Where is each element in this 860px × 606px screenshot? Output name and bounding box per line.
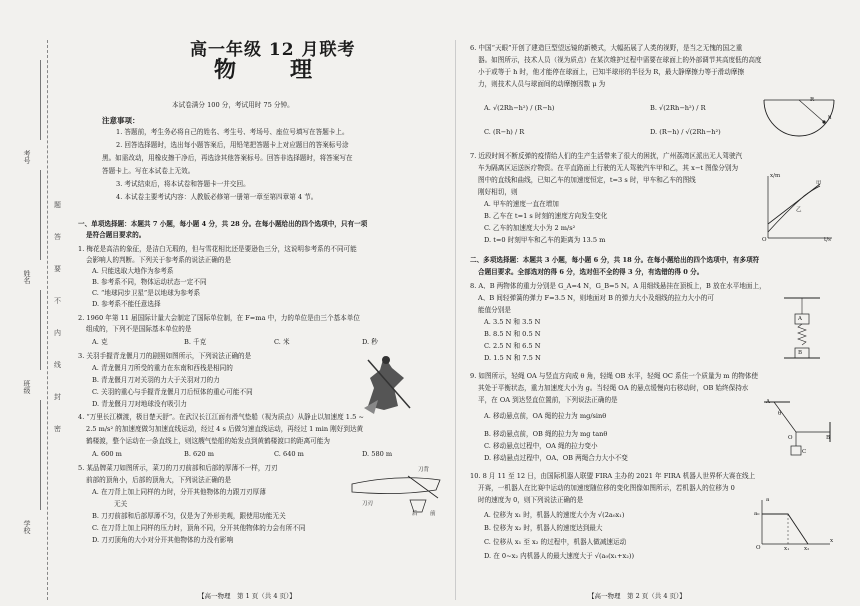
q10-option-b: B. 位移为 x₂ 时，机器人的速度达到最大 — [484, 524, 603, 532]
q6-stem-4: 力，则技术人员与球面间的动摩擦因数 μ 为 — [478, 80, 606, 88]
section1-heading-2: 是符合题目要求的。 — [86, 231, 146, 239]
rope-label-a: A — [766, 399, 770, 405]
q6-stem-3: 小于或等于 h 时，他才能停在球面上，已知半球形的半径为 R，最大静摩擦力等于滑动摩擦 — [478, 68, 745, 76]
seal-char: 内 — [54, 329, 61, 337]
q9-stem: 9. 如图所示，轻绳 OA 与竖直方向成 θ 角，轻绳 OB 水平，轻绳 OC 系住一个质量为 m 的物体使 — [470, 372, 759, 380]
knife-label-rear: 后 — [412, 511, 418, 517]
q6-stem-2: 器。如图所示，技术人员（视为质点）在某次维护过程中需要在球面上的外部调节其高度低的高度 — [478, 56, 762, 64]
xt-origin-label: O — [762, 237, 767, 243]
q3-stem: 3. 关羽手握青龙偃月刀的剧照如图所示，下列说法正确的是 — [78, 352, 252, 360]
q10-stem-3: 时的速度为 0，则下列说法正确的是 — [478, 496, 584, 504]
q4-stem: 4. “万里长江横渡，极目楚天舒”。在武汉长江江面有滑气垫船（视为质点）从静止以加速度 1.5 ~ — [78, 413, 364, 421]
q2-option-c: C. 米 — [274, 338, 290, 346]
ax-a0-label: a₀ — [754, 511, 760, 517]
note-line: 4. 本试卷主要考试内容：人教版必修第一册第一章至第四章第 4 节。 — [116, 193, 318, 201]
page-divider — [455, 40, 456, 600]
q3-option-b: B. 青龙偃月刀对关羽的力大于关羽对刀的力 — [92, 376, 220, 384]
q9-option-d: D. 移动悬点过程中，OA、OB 两绳合力大小不变 — [484, 454, 628, 462]
exam-number-label: 考号 — [23, 150, 31, 164]
note-line: 3. 考试结束后，将本试卷和答题卡一并交回。 — [116, 180, 250, 188]
note-line: 2. 回答选择题时，选出每小题答案后，用铅笔把答题卡上对应题目的答案标号涂 — [116, 141, 349, 149]
q1-stem-2: 会影响人的判断。下列关于参考系的说法正确的是 — [86, 256, 232, 264]
q5-option-b: B. 刀刃前部和后部厚薄不匀，仅是为了外形美观，跟使用功能无关 — [92, 512, 286, 520]
q8-option-a: A. 3.5 N 和 3.5 N — [484, 318, 541, 326]
name-label: 姓名 — [23, 270, 31, 284]
hemisphere-label-r: R — [810, 97, 815, 103]
intro-text: 本试卷满分 100 分，考试用时 75 分钟。 — [172, 101, 294, 109]
notes-heading: 注意事项： — [102, 116, 140, 125]
q7-stem-4: 刚好相切，则 — [478, 188, 518, 196]
school-line — [40, 400, 42, 510]
q7-option-c: C. 乙车的加速度大小为 2 m/s² — [484, 224, 576, 232]
note-line: 1. 答题前，考生务必将自己的姓名、考生号、考场号、座位号填写在答题卡上。 — [116, 128, 349, 136]
q6-option-b: B. √(2Rh−h²) / R — [650, 104, 706, 112]
q6-stem: 6. 中国“天眼”开创了建造巨型望远镜的新模式，大幅拓展了人类的视野，是当之无愧的国之重 — [470, 44, 743, 52]
q5-option-a: A. 在刀背上加上同样的力时，分开其他物体的力跟刀刃厚薄 — [92, 488, 266, 496]
q1-stem: 1. 梅花是高洁的象征，是洁白无瑕的，但与雪花相比还是要逊色三分，这说明参考系的不同可能 — [78, 245, 357, 253]
q1-option-d: D. 参考系不能任意选择 — [92, 300, 161, 308]
footer-right: 【高一物理 第 2 页（共 4 页）】 — [588, 592, 686, 600]
xt-jia-label: 甲 — [816, 181, 822, 187]
seal-char: 密 — [54, 425, 61, 433]
seal-char: 答 — [54, 233, 61, 241]
knife-label-edge: 刀刃 — [362, 501, 374, 507]
q4-stem-2: 2.5 m/s² 的加速度做匀加速直线运动，经过 4 s 后做匀速直线运动，再经过 1 min 刚好到达黄 — [86, 425, 364, 433]
school-label: 学校 — [23, 520, 31, 534]
rope-label-b: B — [826, 435, 831, 441]
spring-blocks-figure — [782, 294, 822, 372]
ax-x1-label: x₁ — [784, 546, 790, 552]
note-line: 答题卡上。写在本试卷上无效。 — [102, 167, 195, 175]
q7-stem: 7. 近段时间不断反弹的疫情给人们的生产生活带来了很大的困扰，广州荔湾区派出无人驾驶汽 — [470, 152, 743, 160]
seal-char: 封 — [54, 393, 61, 401]
guan-yu-figure — [354, 348, 426, 418]
q8-option-d: D. 1.5 N 和 7.5 N — [484, 354, 541, 362]
q10-option-a: A. 位移为 x₁ 时，机器人的速度大小为 √(2a₀x₁) — [484, 511, 625, 519]
hemisphere-label-h: h — [828, 115, 832, 121]
class-label: 班级 — [23, 380, 31, 394]
hemisphere-figure — [760, 92, 838, 144]
q7-option-a: A. 甲车的速度一直在增加 — [484, 200, 559, 208]
section2-heading: 二、多项选择题：本题共 3 小题，每小题 6 分，共 18 分。在每小题给出的四个选项中，有多项符 — [470, 256, 760, 264]
q8-option-c: C. 2.5 N 和 6.5 N — [484, 342, 541, 350]
q1-option-b: B. 参考系不同，物体运动状态一定不同 — [92, 278, 207, 286]
q5-stem-2: 前部的顶角小，后部的顶角大，下列说法正确的是 — [86, 476, 232, 484]
knife-label-front: 前 — [430, 511, 436, 517]
q2-stem-2: 组成的，下列不是国际基本单位的是 — [86, 325, 192, 333]
seal-char: 题 — [54, 201, 61, 209]
note-line: 黑。如需改动，用橡皮擦干净后，再选涂其他答案标号。回答非选择题时，将答案写在 — [102, 154, 353, 162]
rope-label-c: C — [802, 449, 807, 455]
xt-axis-x-label: x/m — [770, 173, 781, 179]
q8-stem: 8. A、B 两物体的重力分别是 G_A=4 N，G_B=5 N。A 用细线悬挂在顶板上，B 放在水平地面上， — [470, 282, 766, 290]
section2-heading-2: 合题目要求。全部选对的得 6 分，选对但不全的得 3 分，有选错的得 0 分。 — [478, 268, 704, 276]
subject-title: 物 理 — [214, 57, 329, 83]
q4-option-d: D. 580 m — [362, 450, 393, 458]
q9-option-c: C. 移动悬点过程中，OA 绳的拉力变小 — [484, 442, 598, 450]
q7-option-d: D. t=0 时刻甲车和乙车的距离为 13.5 m — [484, 236, 606, 244]
seal-dashed-line — [47, 40, 48, 600]
xt-yi-label: 乙 — [796, 207, 802, 213]
q9-option-b: B. 移动悬点前，OB 绳的拉力为 mg tanθ — [484, 430, 608, 438]
q5-option-a-2: 无关 — [114, 500, 128, 508]
ax-axis-x-label: x — [830, 538, 834, 544]
block-b-label: B — [798, 350, 803, 356]
q3-option-d: D. 青龙偃月刀对地球没有吸引力 — [92, 400, 187, 408]
q2-option-d: D. 秒 — [362, 338, 378, 346]
q1-option-a: A. 只能选取大地作为参考系 — [92, 267, 174, 275]
ax-x2-label: x₂ — [804, 546, 810, 552]
q5-stem: 5. 某品牌菜刀如图所示，菜刀的刀刃前部和后部的厚薄不一样，刀刃 — [78, 464, 278, 472]
q2-option-a: A. 克 — [92, 338, 108, 346]
q9-stem-3: 平，在 OA 到达竖直位置前，下列说法正确的是 — [478, 396, 618, 404]
q4-option-c: C. 640 m — [274, 450, 304, 458]
exam-title: 高一年级 12 月联考 — [190, 40, 356, 60]
q1-option-c: C. “地球同步卫星”是以地球为参考系 — [92, 289, 201, 297]
q10-stem-2: 开赛，一机器人在比赛中运动的加速度随位移的变化图像如图所示，若机器人的位移为 0 — [478, 484, 735, 492]
exam-number-line — [40, 60, 42, 140]
q7-option-b: B. 乙车在 t=1 s 时刻的速度方向发生变化 — [484, 212, 608, 220]
name-line — [40, 170, 42, 260]
q6-option-c: C. (R−h) / R — [484, 128, 525, 136]
q7-stem-3: 图中的直线和曲线，已知乙车的加速度恒定，t=3 s 时，甲车和乙车的图线 — [478, 176, 696, 184]
q2-option-b: B. 千克 — [184, 338, 207, 346]
seal-char: 线 — [54, 361, 61, 369]
q4-option-a: A. 600 m — [92, 450, 122, 458]
q5-option-c: C. 在刀背上加上同样的压力时，顶角不同，分开其他物体的力会有所不同 — [92, 524, 306, 532]
q6-option-a: A. √(2Rh−h²) / (R−h) — [484, 104, 555, 112]
q8-option-b: B. 8.5 N 和 0.5 N — [484, 330, 541, 338]
q8-stem-2: A、B 间轻弹簧的弹力 F=3.5 N，则地面对 B 的弹力大小及细线的拉力大小的可 — [478, 294, 714, 302]
knife-label-back: 刀背 — [418, 467, 430, 473]
section1-heading: 一、单项选择题：本题共 7 小题，每小题 4 分，共 28 分。在每小题给出的四个选项中，只有一项 — [78, 220, 368, 228]
xt-axis-t-label: t/s — [824, 237, 831, 243]
rope-equilibrium-figure — [760, 398, 836, 462]
q2-stem: 2. 1960 年第 11 届国际计量大会制定了国际单位制，在 F=ma 中，力的单位是由三个基本单位 — [78, 314, 360, 322]
q4-stem-3: 鹤楼渡，整个运动在一条直线上，则这艘气垫船的始发点到黄鹤楼渡口的距离可能为 — [86, 437, 330, 445]
ax-axis-a-label: a — [766, 497, 770, 503]
q8-stem-3: 能值分别是 — [478, 306, 511, 314]
binding-margin — [0, 0, 62, 606]
block-a-label: A — [798, 316, 802, 322]
seal-char: 不 — [54, 297, 61, 305]
q3-option-a: A. 青龙偃月刀所受的重力在东南和西栈是相同的 — [92, 364, 233, 372]
rope-label-theta: θ — [778, 411, 782, 417]
q5-option-d: D. 刀刃顶角的大小对分开其他物体的力没有影响 — [92, 536, 234, 544]
q9-option-a: A. 移动悬点前，OA 绳的拉力为 mg/sinθ — [484, 412, 607, 420]
q3-option-c: C. 关羽的重心与手握青龙偃月刀后恒体的重心可能不同 — [92, 388, 253, 396]
seal-char: 要 — [54, 265, 61, 273]
q4-option-b: B. 620 m — [184, 450, 214, 458]
q9-stem-2: 其处于平衡状态，重力加速度大小为 g。当轻绳 OA 的悬点缓慢向右移动时，OB 始终保持水 — [478, 384, 749, 392]
q6-option-d: D. (R−h) / √(2Rh−h²) — [650, 128, 721, 136]
q10-option-d: D. 在 0~x₂ 内机器人的最大速度大于 √(a₀(x₁+x₂)) — [484, 552, 635, 560]
ax-origin-label: O — [756, 545, 761, 551]
class-line — [40, 290, 42, 370]
q10-option-c: C. 位移从 x₁ 至 x₂ 的过程中，机器人做减速运动 — [484, 538, 627, 546]
q10-stem: 10. 8 月 11 至 12 日，由国际机器人联盟 FIRA 主办的 2021 年 FIRA 机器人世界杯大赛在线上 — [470, 472, 756, 480]
q7-stem-2: 车为隔离区运送医疗物资。在平直路面上行驶的无人驾驶汽车甲和乙，其 x−t 图像分别为 — [478, 164, 739, 172]
footer-left: 【高一物理 第 1 页（共 4 页）】 — [198, 592, 296, 600]
rope-label-o: O — [788, 435, 793, 441]
